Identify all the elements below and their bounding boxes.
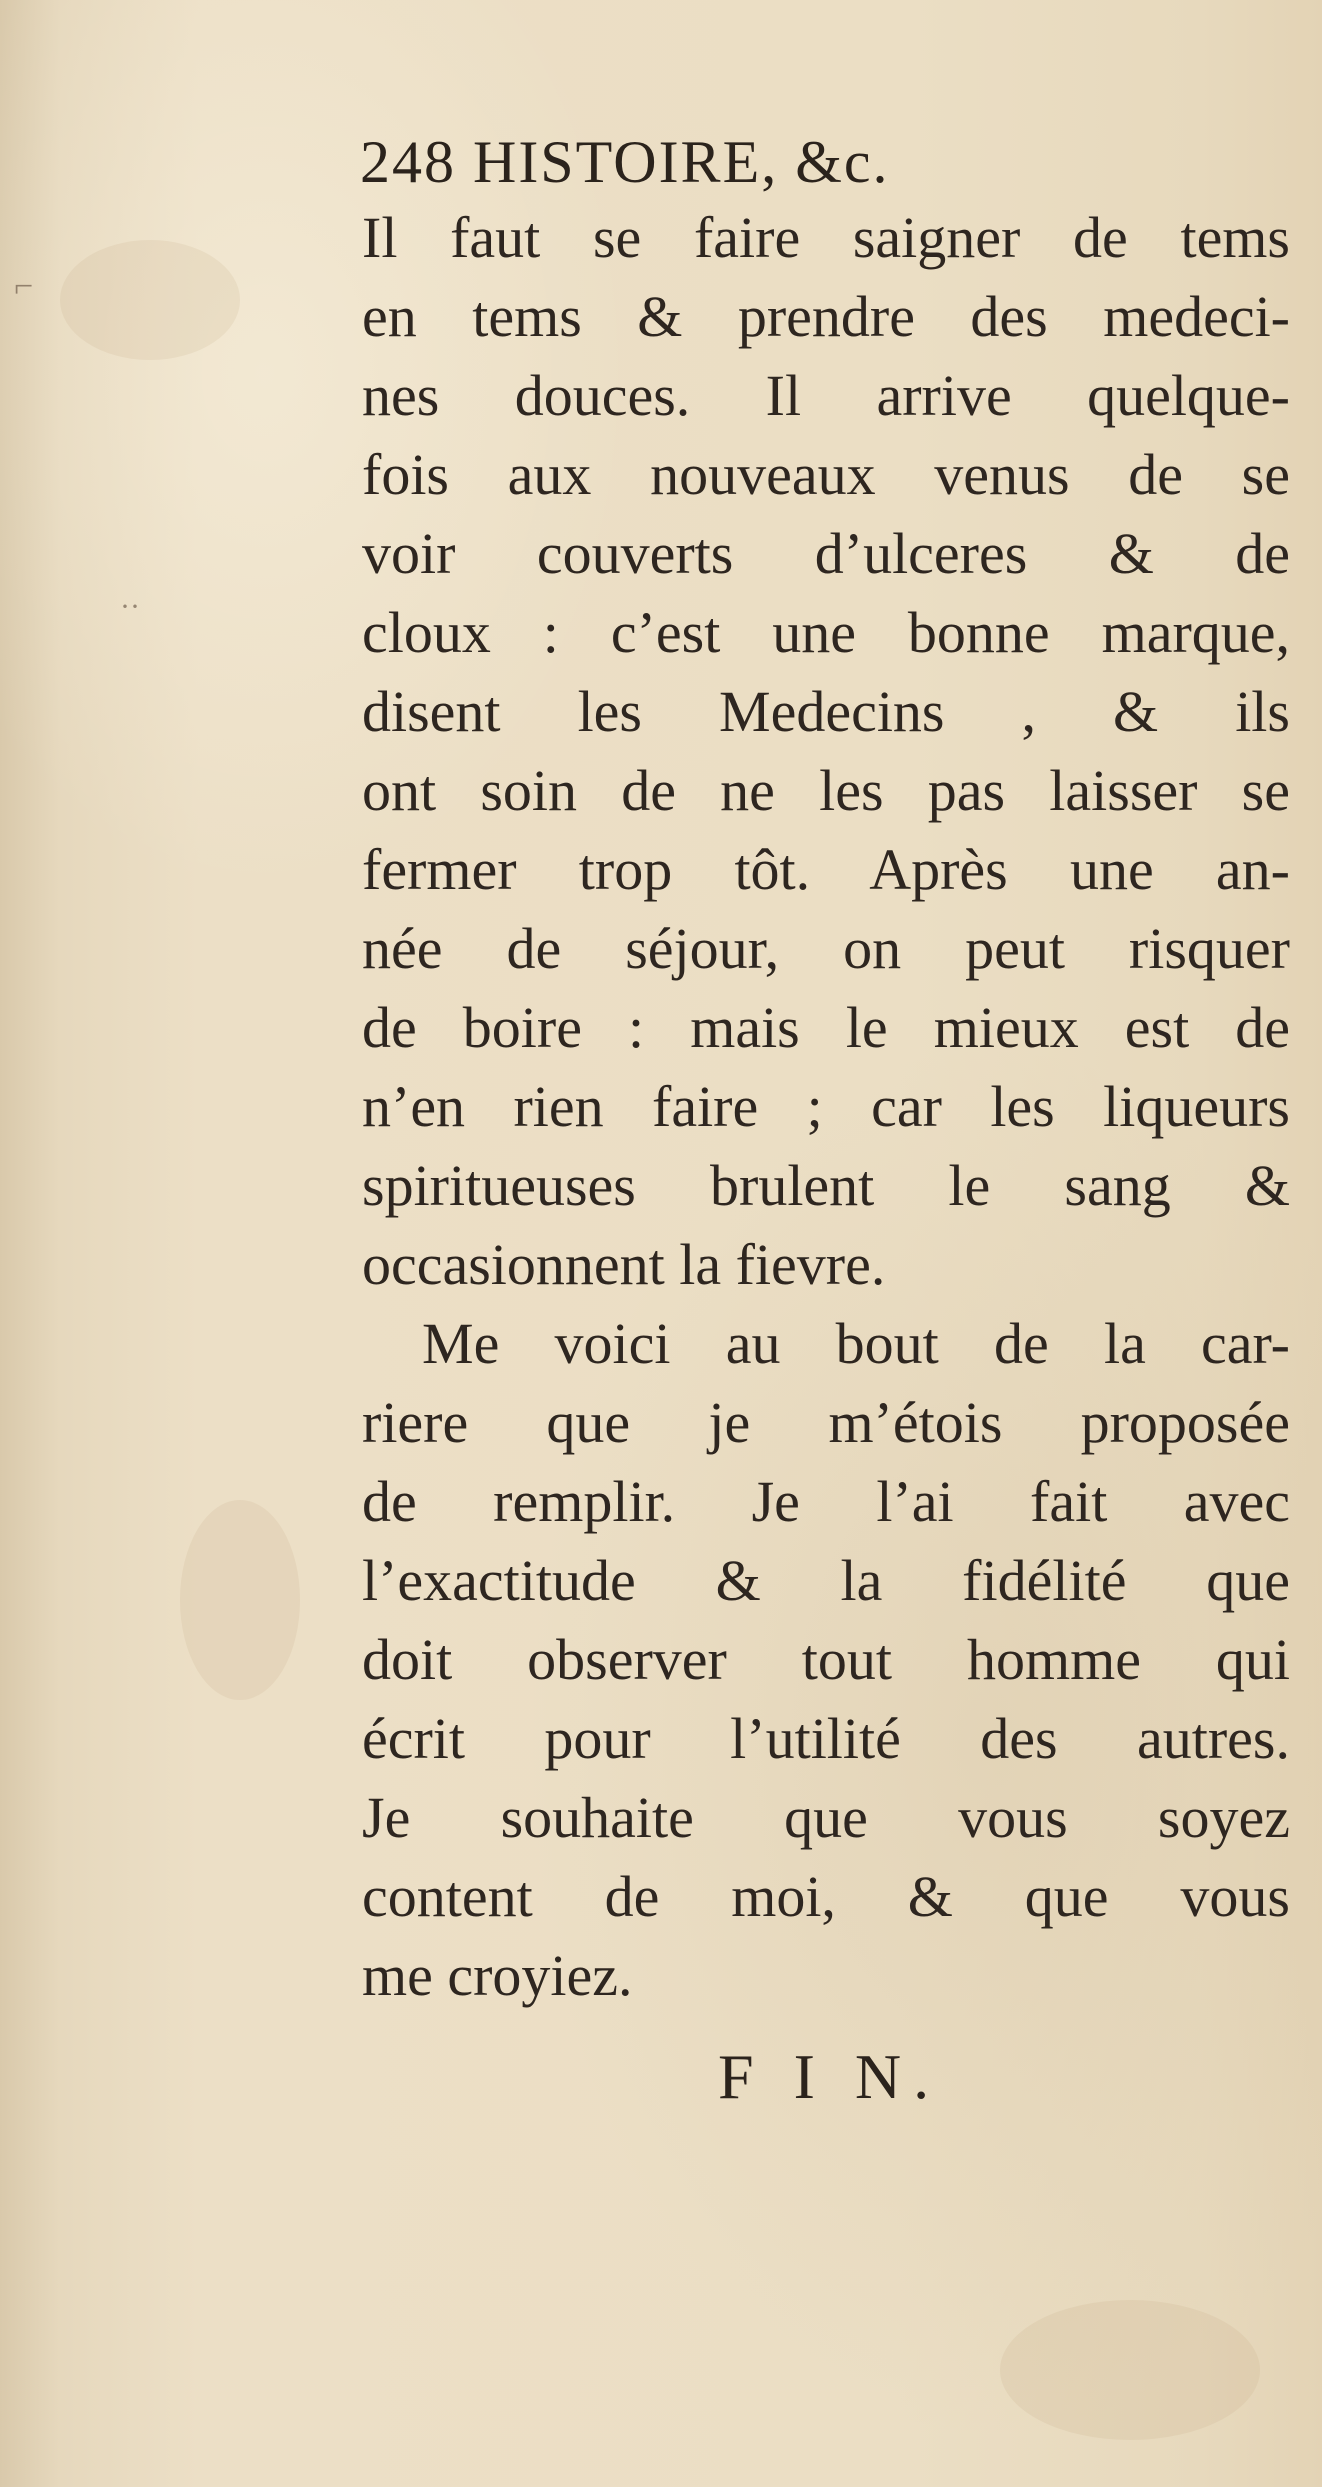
margin-mark: ·· [120, 590, 140, 623]
text-line: Me voici au bout de la car- [422, 1311, 1290, 1376]
fin-colophon: F I N. [718, 2041, 942, 2112]
text-line: de boire : mais le mieux est de [362, 995, 1290, 1060]
text-line: l’exactitude & la fidélité que [362, 1548, 1290, 1613]
text-line: content de moi, & que vous [362, 1864, 1290, 1929]
text-line: voir couverts d’ulceres & de [362, 521, 1290, 586]
text-line: riere que je m’étois proposée [362, 1390, 1290, 1455]
text-line: me croyiez. [362, 1943, 633, 2008]
running-header: 248 HISTOIRE, &c. [360, 129, 890, 195]
paper-stain [180, 1500, 300, 1700]
text-line: écrit pour l’utilité des autres. [362, 1706, 1290, 1771]
margin-mark: ⌐ [14, 268, 34, 305]
body-text [362, 198, 1290, 2015]
text-line: fermer trop tôt. Après une an- [362, 837, 1290, 902]
text-line: nes douces. Il arrive quelque- [362, 363, 1290, 428]
text-line: fois aux nouveaux venus de se [362, 442, 1290, 507]
text-line: Il faut se faire saigner de tems [362, 205, 1290, 270]
paper-stain [1000, 2300, 1260, 2440]
text-line: en tems & prendre des medeci- [362, 284, 1290, 349]
paper-stain [60, 240, 240, 360]
text-line: née de séjour, on peut risquer [362, 916, 1290, 981]
text-line: cloux : c’est une bonne marque, [362, 600, 1290, 665]
text-line: doit observer tout homme qui [362, 1627, 1290, 1692]
text-line: de remplir. Je l’ai fait avec [362, 1469, 1290, 1534]
text-line: Je souhaite que vous soyez [362, 1785, 1290, 1850]
text-line: spiritueuses brulent le sang & [362, 1153, 1290, 1218]
text-line: occasionnent la fievre. [362, 1232, 886, 1297]
text-line: ont soin de ne les pas laisser se [362, 758, 1290, 823]
text-line: n’en rien faire ; car les liqueurs [362, 1074, 1290, 1139]
text-line: disent les Medecins , & ils [362, 679, 1290, 744]
